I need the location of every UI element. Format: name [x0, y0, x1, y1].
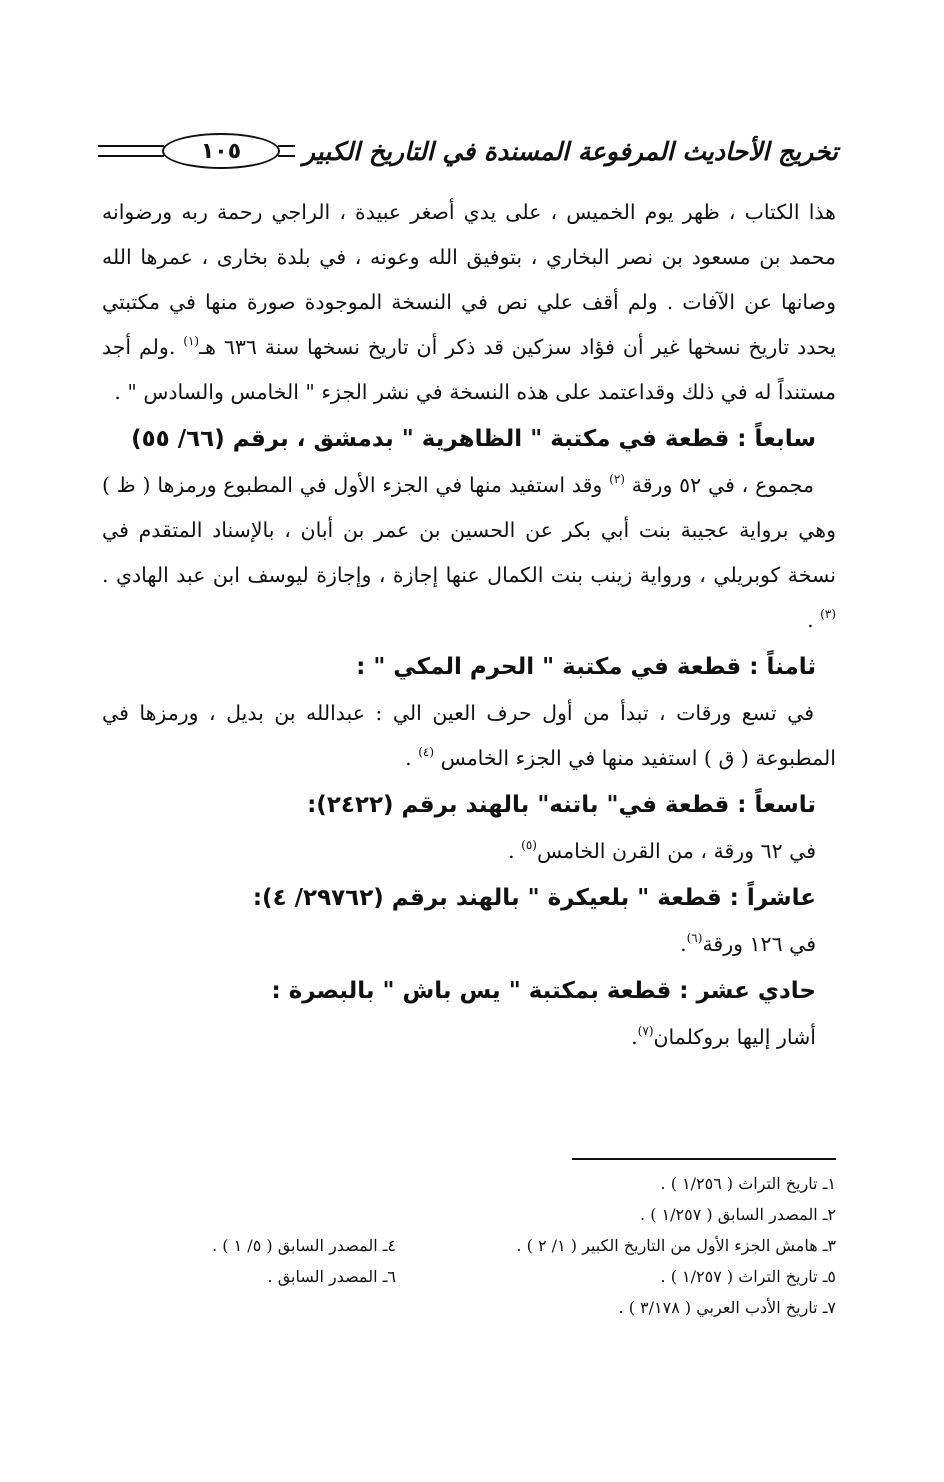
footnotes [140, 1168, 836, 1323]
footnote-4: ٤ـ المصدر السابق ( ٥/ ١ ) . [212, 1236, 396, 1255]
footnote-ref-3: (٣) [820, 607, 836, 621]
main-text [102, 190, 836, 1060]
footnote-row [140, 1230, 836, 1261]
paragraph-eleventh [102, 1015, 836, 1060]
paragraph-seventh [102, 463, 836, 643]
footnote-ref-6: (٦) [686, 931, 703, 945]
text: . [631, 1025, 638, 1049]
paragraph-eighth [102, 691, 836, 781]
footnote-separator [572, 1158, 836, 1160]
footnote-ref-7: (٧) [637, 1024, 654, 1038]
paragraph-tenth [102, 922, 836, 967]
text-line: ذكر أن تاريخ نسخها سنة ٦٣٦ هـ [199, 335, 476, 359]
text: . [680, 932, 687, 956]
header-rule-left [98, 145, 164, 157]
text: في ١٢٦ ورقة [702, 932, 816, 956]
text-line: الموجودة صورة منها في مكتبتي يحدد تاريخ نسخها غير أن فؤاد سزكين قد [102, 290, 836, 359]
text-line: ورضوانه محمد بن مسعود بن نصر البخاري ، بتوفيق الله وعونه ، في بلدة [102, 200, 836, 269]
heading-seventh: سابعاً : قطعة في مكتبة " الظاهرية " بدمشق ، برقم (٦٦/ ٥٥) [131, 426, 816, 452]
running-header [98, 128, 838, 174]
footnote-3: ٣ـ هامش الجزء الأول من التاريخ الكبير ( ١/ ٢ ) . [516, 1236, 836, 1255]
paragraph-ninth [102, 829, 836, 874]
footnote-ref-5: (٥) [521, 838, 537, 852]
footnote-row [140, 1199, 836, 1230]
text: في ٦٢ ورقة ، من القرن الخامس [536, 839, 816, 863]
running-title: تخريج الأحاديث المرفوعة المسندة في التاريخ الكبير [302, 136, 838, 166]
heading-eighth: ثامناً : قطعة في مكتبة " الحرم المكي " : [356, 654, 816, 680]
footnote-2: ٢ـ المصدر السابق ( ١/٢٥٧ ) . [640, 1205, 836, 1224]
footnote-6: ٦ـ المصدر السابق . [267, 1267, 396, 1286]
text-line: وقداعتمد على هذه النسخة في نشر الجزء " الخامس والسادس " . [114, 380, 676, 404]
text: . [508, 839, 522, 863]
text: أشار إليها بروكلمان [653, 1025, 816, 1049]
heading-ninth: تاسعاً : قطعة في" باتنه" بالهند برقم (٢٤٢٢): [307, 792, 816, 818]
footnote-ref-4: (٤) [418, 745, 435, 759]
footnote-row [140, 1292, 836, 1323]
footnote-ref-2: (٢) [609, 472, 625, 486]
text: . [405, 746, 419, 770]
paragraph-colophon [102, 190, 836, 415]
footnote-5: ٥ـ تاريخ التراث ( ١/٢٥٧ ) . [660, 1267, 836, 1286]
text-line: بخارى ، عمرها الله وصانها عن الآفات . ولم أقف علي نص في النسخة [102, 245, 836, 314]
text: وقد استفيد منها في الجزء الأول في المطبوع ورمزها ( ظ ) وهي برواية عجيبة بنت أبي بكر عن الحسين بن عمر بن أبان ، بالإسناد المتقدم في نسخة كوبريلي ، ورواية زينب بنت الكمال عنها إجازة ، وإجازة ليوسف ابن عبد الهادي . [102, 473, 836, 587]
heading-tenth: عاشراً : قطعة " بلعيكرة " بالهند برقم (٢٩٧٦٢/ ٤): [252, 885, 816, 911]
text: . [807, 608, 821, 632]
text-line: هذا الكتاب ، ظهر يوم الخميس ، على يدي أصغر عبيدة ، الراجي رحمة ربه [181, 200, 836, 224]
footnote-1: ١ـ تاريخ التراث ( ١/٢٥٦ ) . [660, 1174, 836, 1193]
footnote-row [140, 1168, 836, 1199]
text: مجموع ، في ٥٢ ورقة [624, 473, 814, 497]
heading-eleventh: حادي عشر : قطعة بمكتبة " يس باش " بالبصرة : [271, 978, 816, 1004]
page-number: ١٠٥ [162, 133, 280, 169]
text: في تسع ورقات ، تبدأ من أول حرف العين الي : عبدالله بن بديل ، ورمزها في المطبوعة ( ق ) استفيد منها في الجزء الخامس [102, 701, 836, 770]
footnote-ref-1: (١) [183, 334, 200, 348]
footnote-7: ٧ـ تاريخ الأدب العربي ( ٣/١٧٨ ) . [618, 1298, 836, 1317]
footnote-row [140, 1261, 836, 1292]
header-rule-right [278, 145, 295, 157]
text-line: .ولم أجد مستنداً له في ذلك [102, 335, 836, 404]
